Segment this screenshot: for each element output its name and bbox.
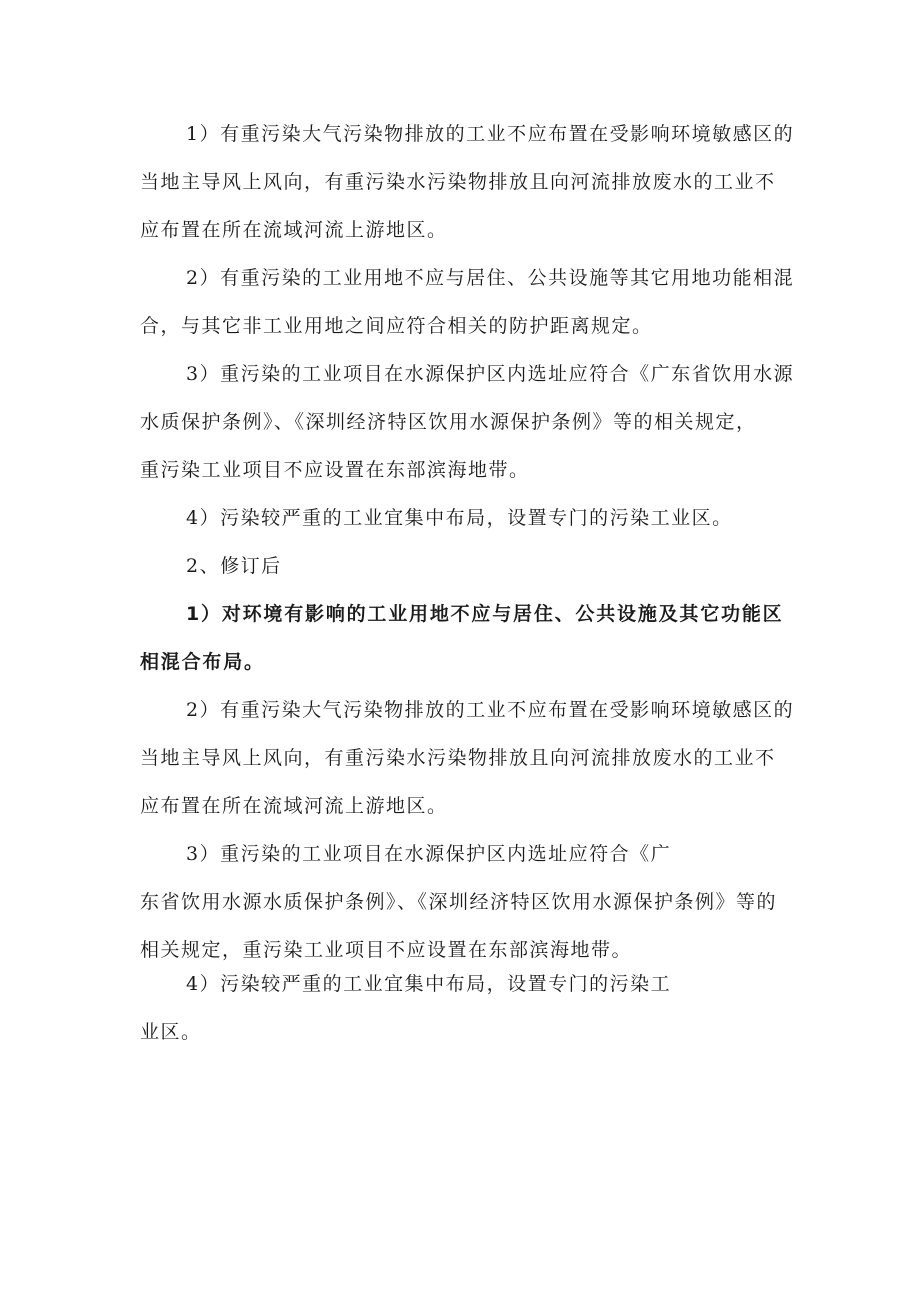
paragraph-line: 1）有重污染大气污染物排放的工业不应布置在受影响环境敏感区的 <box>186 123 795 145</box>
paragraph-line: 业区。 <box>140 1021 202 1043</box>
paragraph-line: 合，与其它非工业用地之间应符合相关的防护距离规定。 <box>140 315 653 337</box>
paragraph-line: 水质保护条例》、《深圳经济特区饮用水源保护条例》等的相关规定， <box>140 411 757 433</box>
paragraph-line: 应布置在所在流域河流上游地区。 <box>140 219 448 241</box>
paragraph-line: 3）重污染的工业项目在水源保护区内选址应符合《广 <box>186 843 672 865</box>
paragraph-line-bold: 相混合布局。 <box>140 651 265 673</box>
paragraph-line: 当地主导风上风向，有重污染水污染物排放且向河流排放废水的工业不 <box>140 171 776 193</box>
section-heading: 2、修订后 <box>186 555 282 577</box>
paragraph-line: 应布置在所在流域河流上游地区。 <box>140 795 448 817</box>
paragraph-line: 东省饮用水源水质保护条例》、《深圳经济特区饮用水源保护条例》等的 <box>140 891 778 913</box>
paragraph-line: 重污染工业项目不应设置在东部滨海地带。 <box>140 459 530 481</box>
paragraph-line: 4）污染较严重的工业宜集中布局，设置专门的污染工 <box>186 973 672 995</box>
paragraph-line: 相关规定，重污染工业项目不应设置在东部滨海地带。 <box>140 939 633 961</box>
paragraph-line: 2）有重污染的工业用地不应与居住、公共设施等其它用地功能相混 <box>186 267 795 289</box>
paragraph-line-bold: 1）对环境有影响的工业用地不应与居住、公共设施及其它功能区 <box>186 603 784 625</box>
paragraph-line: 4）污染较严重的工业宜集中布局，设置专门的污染工业区。 <box>186 507 733 529</box>
paragraph-line: 当地主导风上风向，有重污染水污染物排放且向河流排放废水的工业不 <box>140 747 776 769</box>
paragraph-line: 3）重污染的工业项目在水源保护区内选址应符合《广东省饮用水源 <box>186 363 795 385</box>
paragraph-line: 2）有重污染大气污染物排放的工业不应布置在受影响环境敏感区的 <box>186 699 795 721</box>
